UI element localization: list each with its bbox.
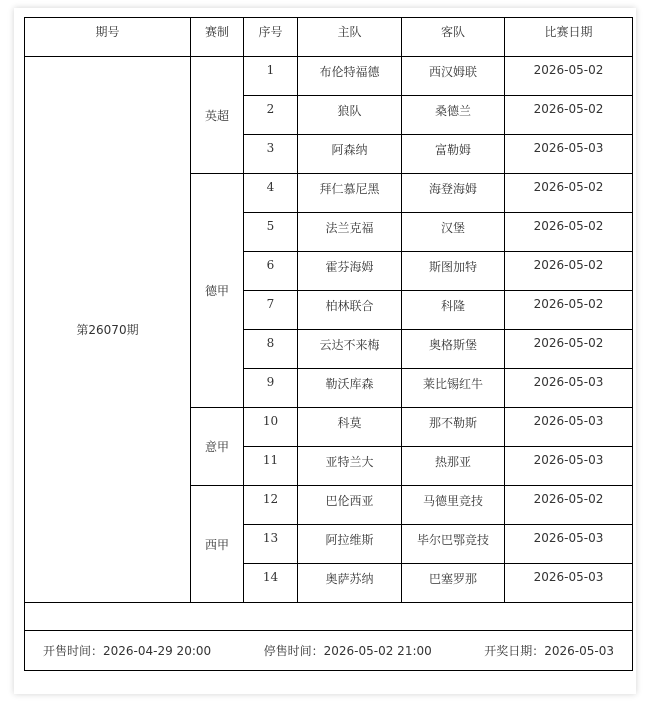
away-team-cell: 巴塞罗那: [402, 564, 505, 603]
away-team-cell: 科隆: [402, 291, 505, 330]
header-row: [25, 18, 633, 57]
header-league: 赛制: [191, 18, 244, 57]
footer-row: [25, 631, 633, 671]
seq-cell: 4: [244, 174, 298, 213]
footer-cell: [25, 631, 633, 671]
away-team-cell: 海登海姆: [402, 174, 505, 213]
sale-start-time: 开售时间：2026-04-29 20:00: [43, 644, 212, 658]
league-cell-premier-league: 英超: [191, 57, 244, 174]
away-team-cell: 马德里竞技: [402, 486, 505, 525]
away-team-cell: 热那亚: [402, 447, 505, 486]
footer-info: [25, 631, 632, 670]
away-team-cell: 桑德兰: [402, 96, 505, 135]
seq-cell: 14: [244, 564, 298, 603]
home-team-cell: 霍芬海姆: [298, 252, 402, 291]
match-date-cell: 2026-05-02: [505, 252, 633, 291]
match-date-cell: 2026-05-03: [505, 447, 633, 486]
home-team-cell: 科莫: [298, 408, 402, 447]
period-cell: 第26070期: [25, 57, 191, 603]
match-date-cell: 2026-05-02: [505, 486, 633, 525]
match-date-cell: 2026-05-02: [505, 174, 633, 213]
match-date-cell: 2026-05-03: [505, 525, 633, 564]
seq-cell: 5: [244, 213, 298, 252]
home-team-cell: 勒沃库森: [298, 369, 402, 408]
away-team-cell: 西汉姆联: [402, 57, 505, 96]
spacer-cell: [25, 603, 633, 631]
home-team-cell: 法兰克福: [298, 213, 402, 252]
home-team-cell: 巴伦西亚: [298, 486, 402, 525]
header-match-date: 比赛日期: [505, 18, 633, 57]
seq-cell: 12: [244, 486, 298, 525]
away-team-cell: 莱比锡红牛: [402, 369, 505, 408]
match-date-cell: 2026-05-02: [505, 96, 633, 135]
seq-cell: 9: [244, 369, 298, 408]
home-team-cell: 阿森纳: [298, 135, 402, 174]
league-cell-bundesliga: 德甲: [191, 174, 244, 408]
seq-cell: 3: [244, 135, 298, 174]
away-team-cell: 奥格斯堡: [402, 330, 505, 369]
match-date-cell: 2026-05-03: [505, 408, 633, 447]
spacer-row: [25, 603, 633, 631]
away-team-cell: 毕尔巴鄂竞技: [402, 525, 505, 564]
match-date-cell: 2026-05-02: [505, 291, 633, 330]
away-team-cell: 斯图加特: [402, 252, 505, 291]
match-date-cell: 2026-05-03: [505, 135, 633, 174]
home-team-cell: 布伦特福德: [298, 57, 402, 96]
match-date-cell: 2026-05-02: [505, 57, 633, 96]
home-team-cell: 拜仁慕尼黑: [298, 174, 402, 213]
draw-date: 开奖日期：2026-05-03: [484, 644, 614, 658]
league-cell-serie-a: 意甲: [191, 408, 244, 486]
seq-cell: 6: [244, 252, 298, 291]
league-cell-la-liga: 西甲: [191, 486, 244, 603]
seq-cell: 8: [244, 330, 298, 369]
seq-cell: 11: [244, 447, 298, 486]
header-home-team: 主队: [298, 18, 402, 57]
away-team-cell: 汉堡: [402, 213, 505, 252]
match-date-cell: 2026-05-03: [505, 369, 633, 408]
seq-cell: 13: [244, 525, 298, 564]
away-team-cell: 那不勒斯: [402, 408, 505, 447]
seq-cell: 7: [244, 291, 298, 330]
match-schedule-table: [24, 17, 633, 671]
home-team-cell: 奥萨苏纳: [298, 564, 402, 603]
seq-cell: 2: [244, 96, 298, 135]
seq-cell: 10: [244, 408, 298, 447]
match-date-cell: 2026-05-03: [505, 564, 633, 603]
header-period: 期号: [25, 18, 191, 57]
home-team-cell: 云达不来梅: [298, 330, 402, 369]
header-seq: 序号: [244, 18, 298, 57]
match-date-cell: 2026-05-02: [505, 213, 633, 252]
seq-cell: 1: [244, 57, 298, 96]
header-away-team: 客队: [402, 18, 505, 57]
away-team-cell: 富勒姆: [402, 135, 505, 174]
table-row: [25, 57, 633, 96]
match-date-cell: 2026-05-02: [505, 330, 633, 369]
sale-stop-time: 停售时间：2026-05-02 21:00: [263, 644, 432, 658]
home-team-cell: 亚特兰大: [298, 447, 402, 486]
home-team-cell: 狼队: [298, 96, 402, 135]
home-team-cell: 柏林联合: [298, 291, 402, 330]
home-team-cell: 阿拉维斯: [298, 525, 402, 564]
